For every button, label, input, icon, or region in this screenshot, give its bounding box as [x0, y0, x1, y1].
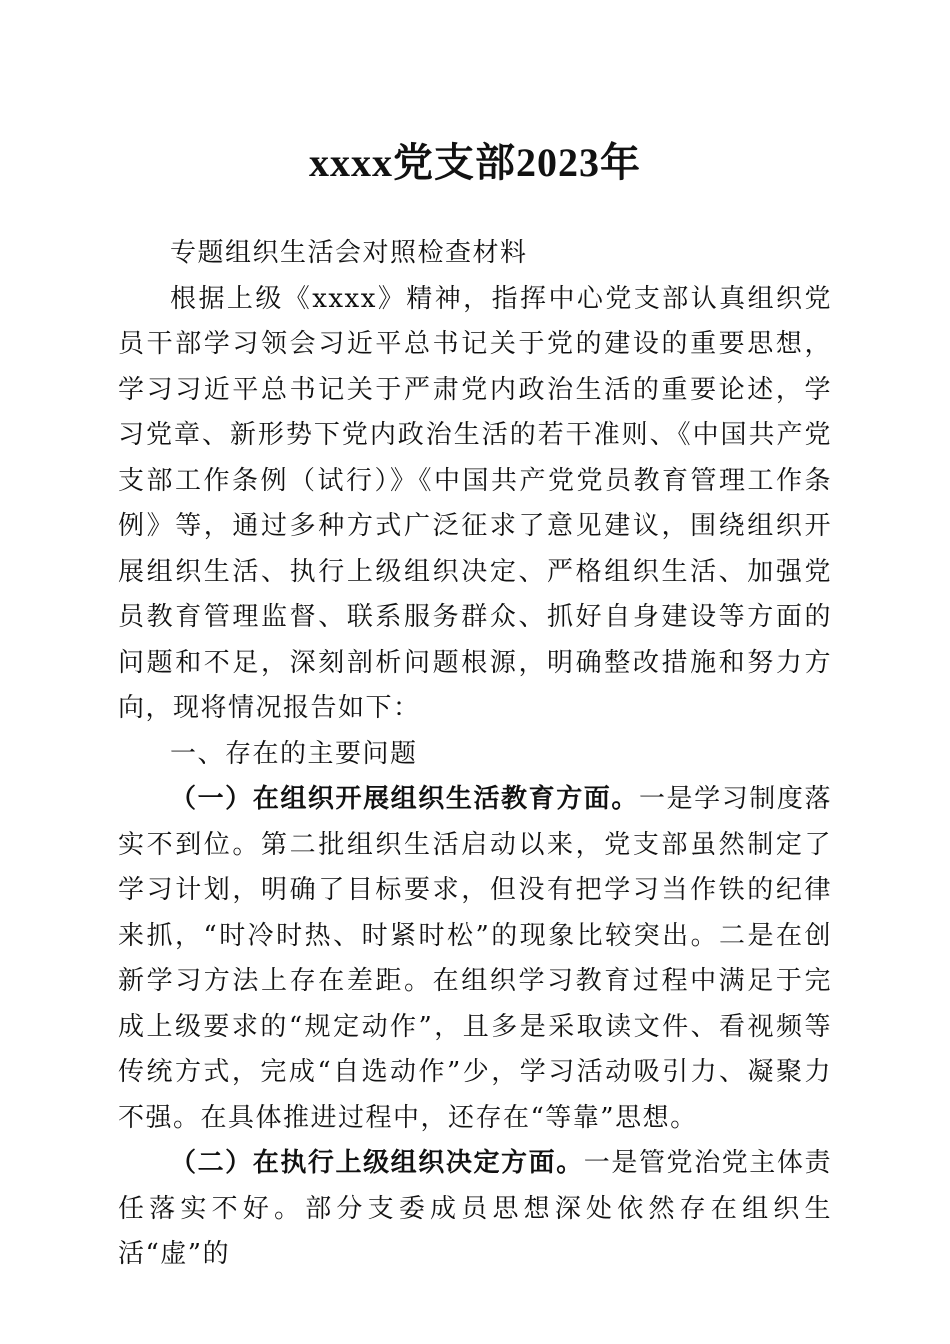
item-1-text: 一是学习制度落实不到位。第二批组织生活启动以来，党支部虽然制定了学习计划，明确了目标要求，但没有把学习当作铁的纪律来抓，“时冷时热、时紧时松”的现象比较突出。二是在创新学习方法上存在差距。在组织学习教育过程中满足于完成上级要求的“规定动作”，且多是采取读文件、看视频等传统方式，完成“自选动作”少，学习活动吸引力、凝聚力不强。在具体推进过程中，还存在“等靠”思想。: [118, 784, 832, 1133]
item-2-paragraph: [118, 1141, 832, 1278]
document-body: [118, 231, 832, 1278]
item-2-lead: （二）在执行上级组织决定方面。: [170, 1148, 584, 1178]
intro-paragraph: 根据上级《xxxx》精神，指挥中心党支部认真组织党员干部学习领会习近平总书记关于党的建设的重要思想，学习习近平总书记关于严肃党内政治生活的重要论述，学习党章、新形势下党内政治生活的若干准则、《中国共产党支部工作条例（试行）》《中国共产党党员教育管理工作条例》等，通过多种方式广泛征求了意见建议，围绕组织开展组织生活、执行上级组织决定、严格组织生活、加强党员教育管理监督、联系服务群众、抓好自身建设等方面的问题和不足，深刻剖析问题根源，明确整改措施和努力方向，现将情况报告如下：: [118, 283, 832, 723]
document-subtitle: 专题组织生活会对照检查材料: [170, 238, 528, 268]
item-1-paragraph: [118, 777, 832, 1141]
section-heading: 一、存在的主要问题: [170, 738, 418, 769]
item-2-text: 一是管党治党主体责任落实不好。部分支委成员思想深处依然存在组织生活“虚”的: [118, 1148, 832, 1269]
item-1-lead: （一）在组织开展组织生活教育方面。: [170, 784, 639, 814]
document-title: xxxx党支部2023年: [309, 140, 641, 185]
